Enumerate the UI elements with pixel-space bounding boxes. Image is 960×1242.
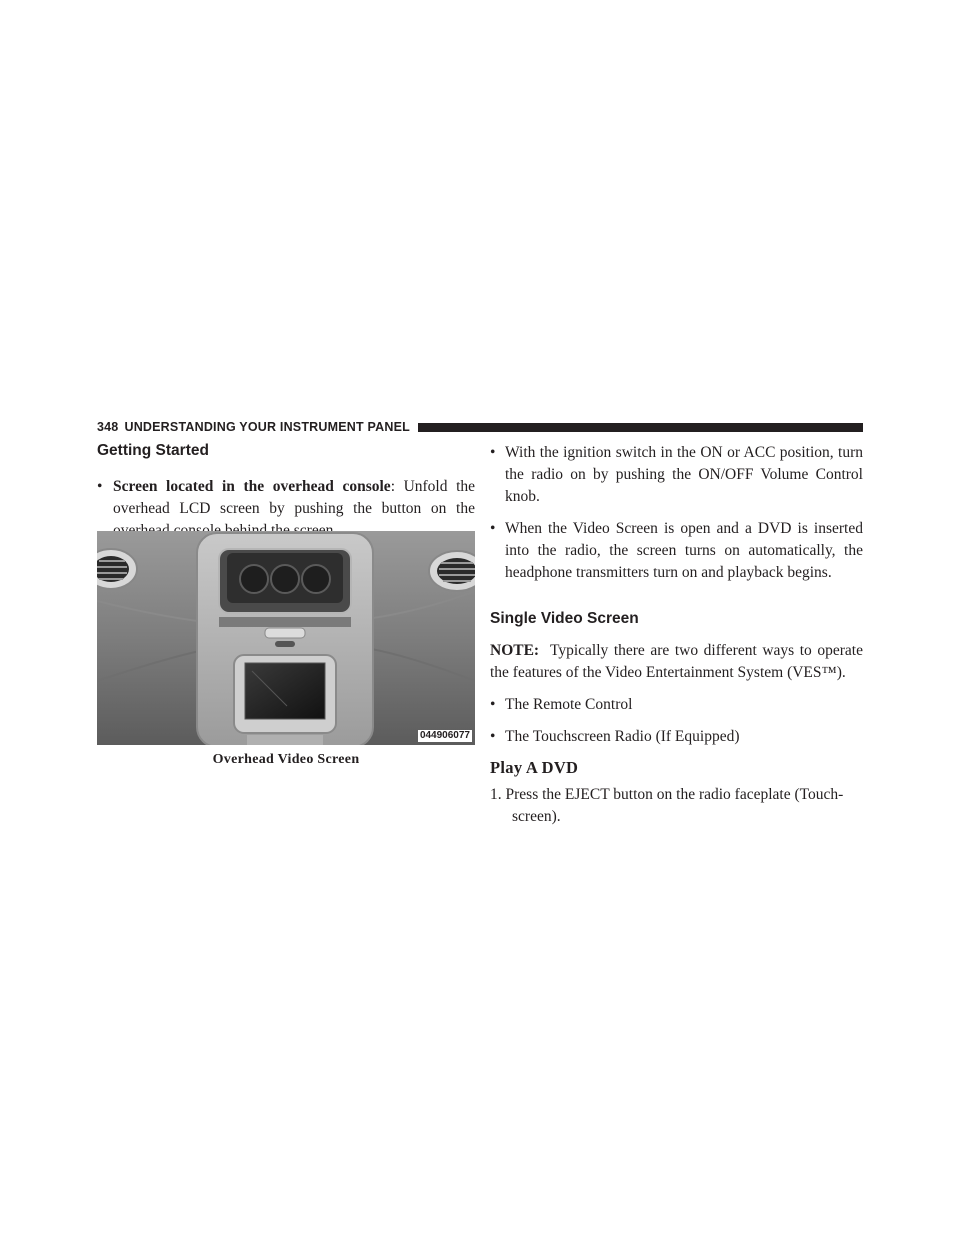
bullet-ignition: [490, 442, 863, 508]
bullet-dvd-inserted: [490, 518, 863, 584]
figure-code-label: 044906077: [419, 730, 470, 741]
bullet-text: The Remote Control: [505, 696, 633, 713]
header-rule: [418, 423, 863, 432]
right-column: [490, 442, 863, 828]
overhead-video-screen-photo: [97, 531, 475, 745]
heading-single-video-screen: Single Video Screen: [490, 610, 639, 627]
section-title: UNDERSTANDING YOUR INSTRUMENT PANEL: [124, 420, 410, 434]
bullet-text: With the ignition switch in the ON or ACC position, turn the radio on by pushing the ON/OFF Volume Control knob.: [505, 444, 863, 505]
heading-getting-started: Getting Started: [97, 442, 209, 459]
bullet-text: When the Video Screen is open and a DVD is inserted into the radio, the screen turns on automatically, the headphone transmitters turn on and playback begins.: [505, 520, 863, 581]
step-1: [490, 784, 863, 828]
bullet-text: : Unfold the overhead LCD screen by pushing the button on the: [113, 478, 476, 517]
step-text-line1: Press the EJECT button on the radio faceplate (Touch-: [505, 786, 844, 803]
note-text: Typically there are two different ways to operate the features of the Video Entertainment System (VES™).: [490, 642, 863, 681]
bullet-dot: •: [490, 696, 496, 713]
note-paragraph: [490, 640, 863, 684]
figure-caption: Overhead Video Screen: [212, 752, 360, 767]
bullet-remote-control: [490, 694, 863, 716]
left-column: [97, 442, 475, 542]
step-text-line2: screen).: [512, 808, 561, 825]
bullet-dot: •: [490, 728, 496, 745]
bullet-dot: •: [97, 478, 103, 495]
bullet-bold-lead: Screen located in the overhead console: [113, 478, 391, 495]
bullet-dot: •: [490, 520, 496, 537]
running-header: [97, 420, 863, 434]
step-number: 1.: [490, 786, 502, 803]
note-label: NOTE:: [490, 642, 540, 659]
overhead-console-illustration: [97, 531, 475, 745]
page-number: 348: [97, 420, 119, 434]
heading-play-a-dvd: Play A DVD: [490, 758, 579, 777]
bullet-touchscreen-radio: [490, 726, 863, 748]
bullet-text: The Touchscreen Radio (If Equipped): [505, 728, 740, 745]
bullet-dot: •: [490, 444, 496, 461]
